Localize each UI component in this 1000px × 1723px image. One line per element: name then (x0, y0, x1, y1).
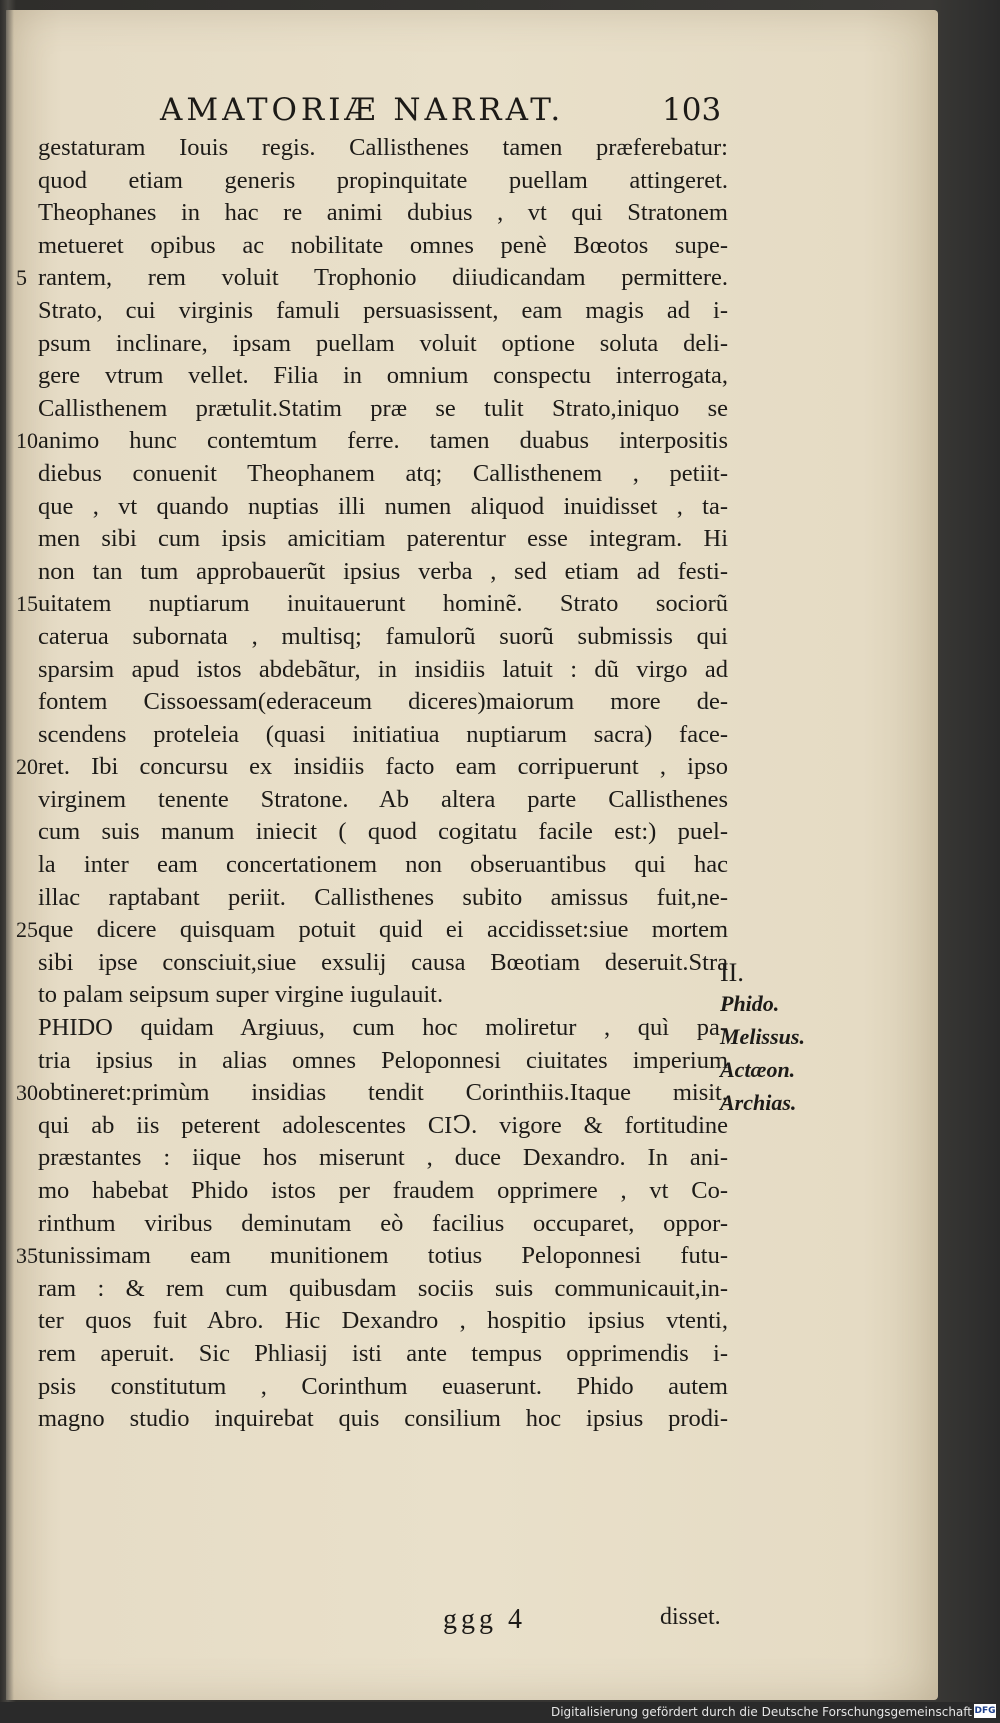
line-number: 35 (16, 1243, 38, 1269)
text-line (38, 132, 728, 165)
line-text: ret. Ibi concursu ex insidiis facto eam corripuerunt , ipso (38, 753, 728, 781)
line-text: Strato, cui virginis famuli persuasissent, eam magis ad i- (38, 296, 728, 324)
text-line (38, 523, 728, 556)
text-line (38, 1371, 728, 1404)
line-text: sparsim apud istos abdebãtur, in insidiis latuit : dũ virgo ad (38, 655, 728, 683)
line-text: caterua subornata , multisq; famulorũ suorũ submissis qui (38, 622, 728, 650)
line-text: la inter eam concertationem non obseruantibus qui hac (38, 851, 728, 879)
text-line (38, 1110, 728, 1143)
line-text: Callisthenem prætulit.Statim præ se tulit Strato,iniquo se (38, 394, 728, 422)
signature-mark: ggg 4 (443, 1604, 526, 1635)
text-line (38, 1142, 728, 1175)
line-text: rinthum viribus deminutam eò facilius occuparet, oppor- (38, 1209, 728, 1237)
text-line (16, 1077, 728, 1110)
line-text: cum suis manum iniecit ( quod cogitatu facile est:) puel- (38, 818, 728, 846)
margin-note: Melissus. (720, 1024, 805, 1049)
line-text: psum inclinare, ipsam puellam voluit optione soluta deli- (38, 329, 728, 357)
text-line (38, 197, 728, 230)
text-line (38, 1045, 728, 1078)
text-line (38, 816, 728, 849)
line-number: 25 (16, 917, 38, 943)
line-text: que dicere quisquam potuit quid ei accidisset:siue mortem (38, 916, 728, 944)
text-line (38, 230, 728, 263)
line-text: non tan tum approbauerũt ipsius verba , sed etiam ad festi- (38, 557, 728, 585)
line-text: gere vtrum vellet. Filia in omnium conspectu interrogata, (38, 362, 728, 390)
text-line (38, 882, 728, 915)
text-line (38, 556, 728, 589)
text-line (38, 295, 728, 328)
text-line (38, 621, 728, 654)
text-line (38, 784, 728, 817)
text-line (38, 458, 728, 491)
margin-note: Actæon. (720, 1057, 796, 1082)
line-text: que , vt quando nuptias illi numen aliquod inuidisset , ta- (38, 492, 728, 520)
line-text: rantem, rem voluit Trophonio diiudicandam permittere. (38, 264, 728, 292)
margin-note: Phido. (720, 991, 780, 1016)
text-line (38, 328, 728, 361)
text-line (16, 1240, 728, 1273)
text-line (38, 1338, 728, 1371)
text-line (38, 654, 728, 687)
text-line (38, 947, 728, 980)
line-text: sibi ipse consciuit,siue exsulij causa Bœotiam deseruit.Stra (38, 948, 728, 976)
line-text: obtineret:primùm insidias tendit Corinthiis.Itaque misit, (38, 1079, 728, 1107)
line-number: 20 (16, 754, 38, 780)
margin-note: II. (720, 958, 744, 987)
line-text: tria ipsius in alias omnes Peloponnesi ciuitates imperium (38, 1046, 728, 1074)
line-text: præstantes : iique hos miserunt , duce Dexandro. In ani- (38, 1144, 728, 1172)
text-line (38, 1305, 728, 1338)
line-text: ter quos fuit Abro. Hic Dexandro , hospitio ipsius vtenti, (38, 1307, 728, 1335)
line-text: to palam seipsum super virgine iugulauit. (38, 981, 444, 1009)
text-line (38, 1208, 728, 1241)
line-text: ram : & rem cum quibusdam sociis suis communicauit,in- (38, 1274, 728, 1302)
line-text: rem aperuit. Sic Phliasij isti ante tempus opprimendis i- (38, 1339, 728, 1367)
text-line (38, 1403, 728, 1436)
text-line (38, 849, 728, 882)
line-text: uitatem nuptiarum inuitauerunt hominẽ. Strato sociorũ (38, 590, 728, 618)
catchword: disset. (660, 1604, 721, 1630)
page-number: 103 (662, 92, 722, 128)
line-number: 5 (16, 265, 27, 291)
line-number: 15 (16, 591, 38, 617)
line-text: PHIDO quidam Argiuus, cum hoc moliretur , quì pa- (38, 1014, 728, 1042)
text-line (38, 1175, 728, 1208)
text-line (16, 914, 728, 947)
dfg-logo: DFG (974, 1706, 996, 1716)
line-text: Theophanes in hac re animi dubius , vt qui Stratonem (38, 199, 728, 227)
line-text: metueret opibus ac nobilitate omnes penè Bœotos supe- (38, 231, 728, 259)
line-number: 30 (16, 1080, 38, 1106)
line-text: psis constitutum , Corinthum euaserunt. Phido autem (38, 1372, 728, 1400)
text-line (38, 393, 728, 426)
running-title: AMATORIÆ NARRAT. (160, 92, 565, 128)
text-line (16, 425, 728, 458)
text-line (38, 360, 728, 393)
line-text: diebus conuenit Theophanem atq; Callisthenem , petiit- (38, 459, 728, 487)
line-text: magno studio inquirebat quis consilium hoc ipsius prodi- (38, 1405, 728, 1433)
line-text: gestaturam Iouis regis. Callisthenes tamen præferebatur: (38, 134, 728, 161)
line-text: mo habebat Phido istos per fraudem opprimere , vt Co- (38, 1177, 728, 1204)
text-line (38, 719, 728, 752)
margin-note: Archias. (720, 1090, 797, 1115)
line-text: quod etiam generis propinquitate puellam attingeret. (38, 166, 728, 194)
text-line (38, 1012, 728, 1045)
text-line (38, 491, 728, 524)
line-text: men sibi cum ipsis amicitiam paterentur esse integram. Hi (38, 525, 728, 553)
line-text: virginem tenente Stratone. Ab altera parte Callisthenes (38, 785, 728, 813)
line-text: fontem Cissoessam(ederaceum diceres)maiorum more de- (38, 688, 728, 716)
main-text-block (16, 132, 728, 1436)
line-number: 10 (16, 428, 38, 454)
funding-credit: Digitalisierung gefördert durch die Deutsche Forschungsgemeinschaft (550, 1705, 972, 1719)
line-text: tunissimam eam munitionem totius Peloponnesi futu- (38, 1242, 728, 1270)
text-line (16, 262, 728, 295)
text-line (38, 1273, 728, 1306)
text-line (38, 979, 728, 1012)
text-line (38, 686, 728, 719)
line-text: illac raptabant periit. Callisthenes subito amissus fuit,ne- (38, 883, 728, 911)
text-line (38, 165, 728, 198)
line-text: scendens proteleia (quasi initiatiua nuptiarum sacra) face- (38, 720, 728, 748)
line-text: qui ab iis peterent adolescentes CIↃ. vigore & fortitudine (38, 1111, 728, 1139)
text-line (16, 751, 728, 784)
line-text: animo hunc contemtum ferre. tamen duabus interpositis (38, 427, 728, 455)
text-line (16, 588, 728, 621)
